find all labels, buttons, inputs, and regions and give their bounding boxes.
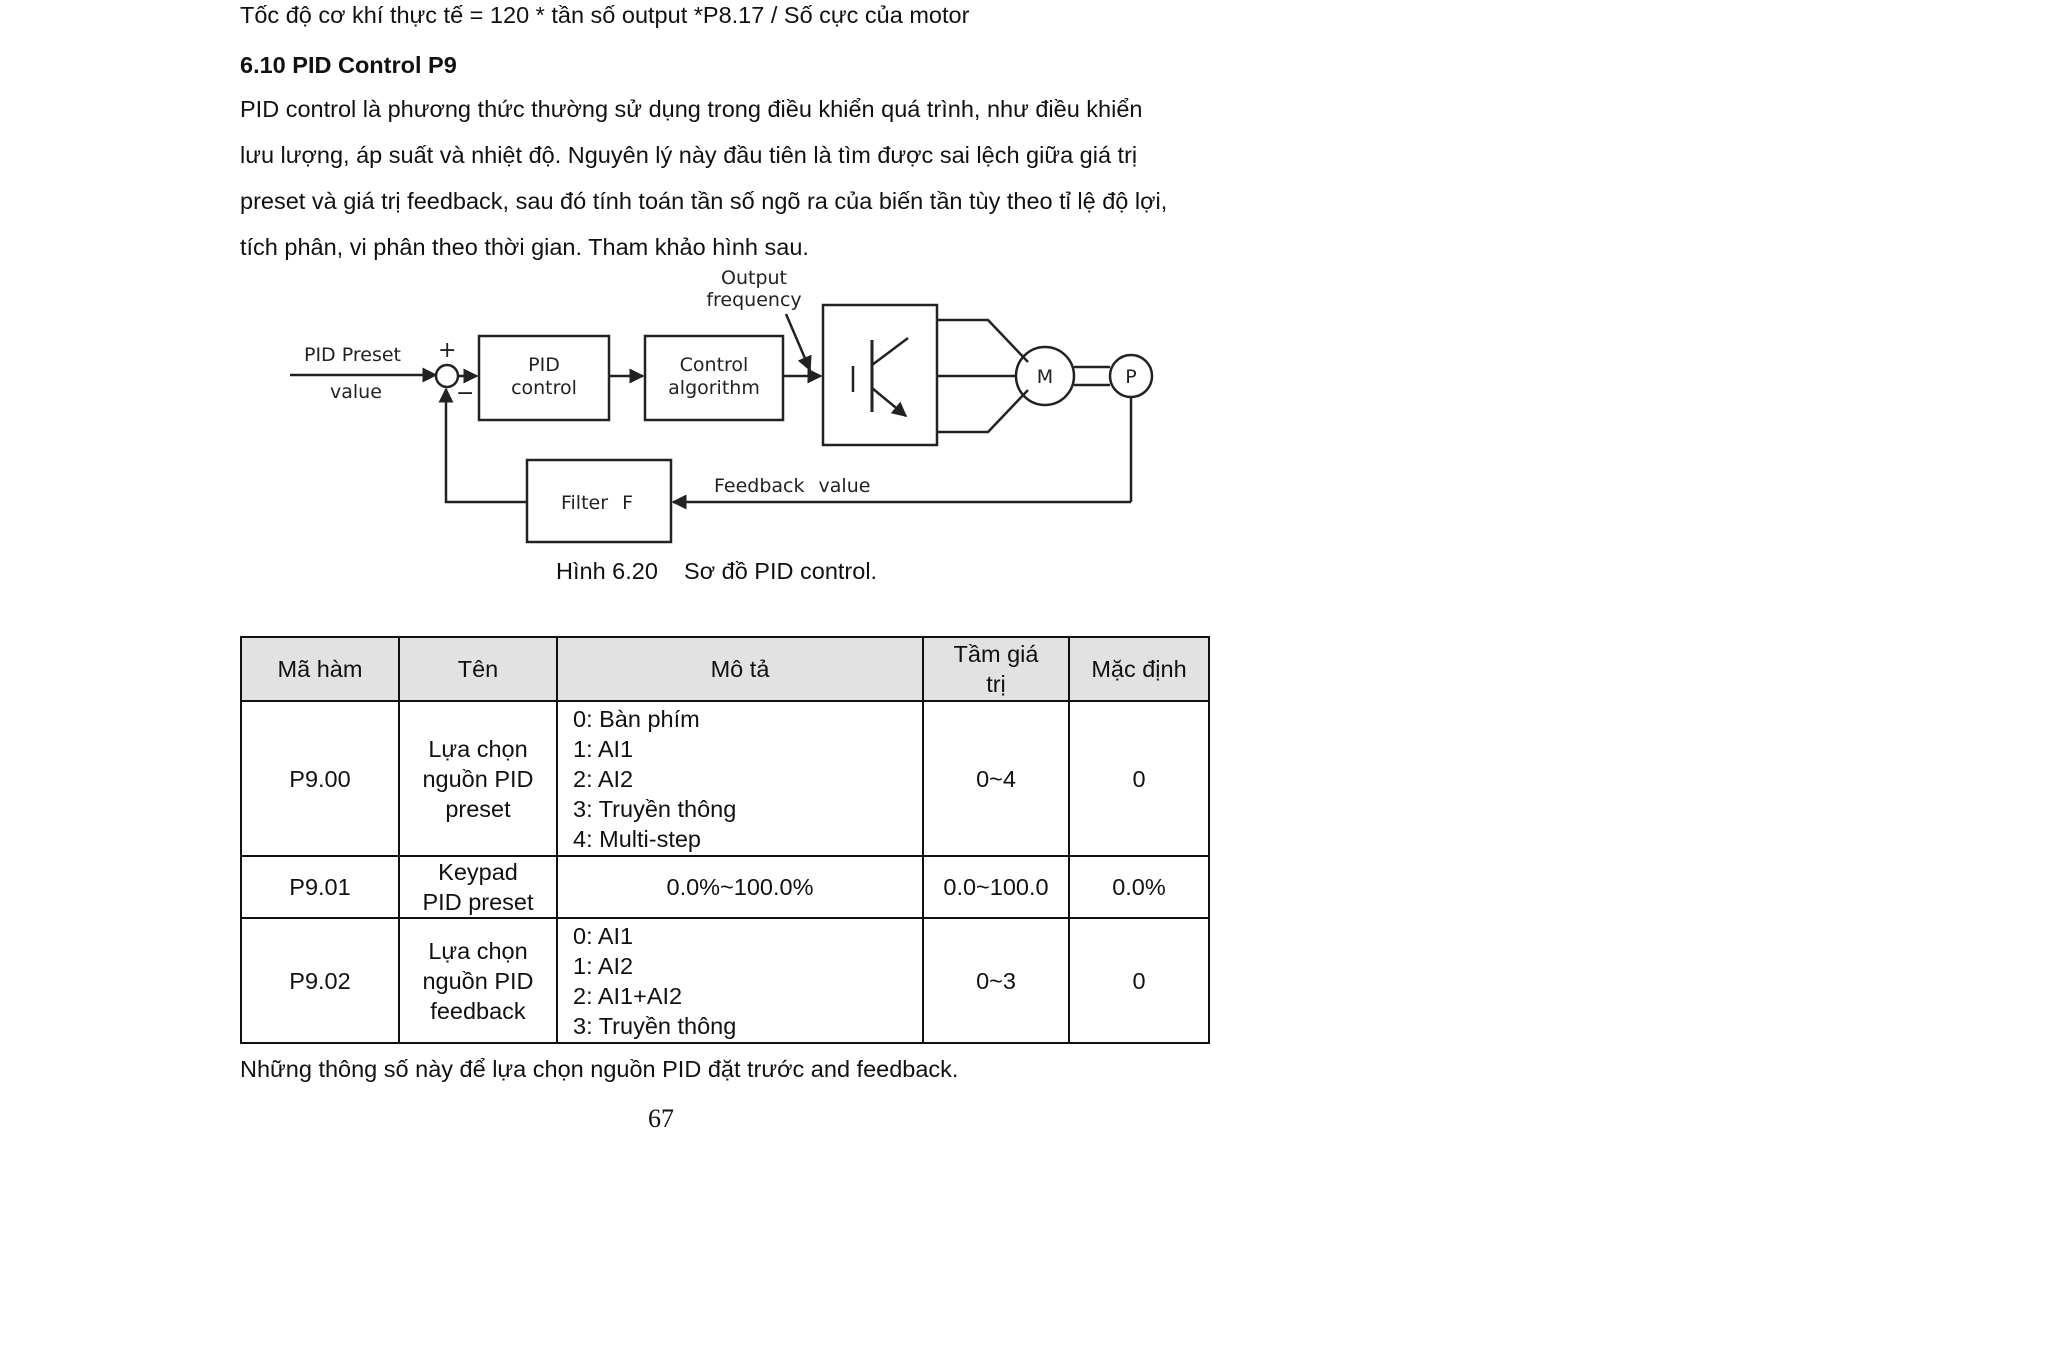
motor-label: M bbox=[1036, 366, 1054, 388]
option-line: 2: AI1+AI2 bbox=[573, 982, 683, 1009]
param-name-line: preset bbox=[445, 795, 511, 822]
output-frequency-label: Output bbox=[721, 267, 787, 289]
option-line: 4: Multi-step bbox=[573, 825, 701, 852]
option-line: 2: AI2 bbox=[573, 765, 634, 792]
param-description bbox=[557, 701, 923, 856]
plus-sign: + bbox=[438, 338, 457, 363]
paragraph-line: PID control là phương thức thường sử dụng trong điều khiển quá trình, như điều khiển bbox=[240, 96, 1143, 122]
param-name-line: Lựa chọn bbox=[428, 735, 528, 762]
header-range-line: Tầm giá bbox=[953, 641, 1039, 667]
output-frequency-arrow bbox=[786, 314, 810, 370]
pid-block-label: PID bbox=[528, 354, 560, 376]
param-default: 0 bbox=[1069, 701, 1209, 856]
param-name-line: Keypad bbox=[438, 859, 518, 885]
header-default: Mặc định bbox=[1069, 637, 1209, 701]
header-range bbox=[923, 637, 1069, 701]
value-label: value bbox=[330, 381, 382, 403]
filter-block-label: Filter F bbox=[560, 492, 634, 514]
table-row bbox=[241, 856, 1209, 918]
pid-block-label: control bbox=[511, 377, 577, 399]
footer-note: Những thông số này để lựa chọn nguồn PID đặt trước and feedback. bbox=[240, 1056, 959, 1082]
header-code: Mã hàm bbox=[241, 637, 399, 701]
table-row bbox=[241, 918, 1209, 1043]
param-name-line: nguồn PID bbox=[422, 765, 534, 792]
param-default: 0.0% bbox=[1069, 856, 1209, 918]
param-name bbox=[399, 701, 557, 856]
param-name-line: feedback bbox=[430, 997, 526, 1024]
pid-parameter-table bbox=[240, 636, 1210, 1044]
param-name bbox=[399, 918, 557, 1043]
param-name-line: Lựa chọn bbox=[428, 937, 528, 964]
param-description bbox=[557, 918, 923, 1043]
control-block-label: Control bbox=[679, 354, 749, 376]
figure-caption: Hình 6.20 Sơ đồ PID control. bbox=[556, 558, 878, 584]
motor-wiring bbox=[937, 320, 1028, 432]
pump-label: P bbox=[1125, 366, 1137, 388]
output-frequency-label: frequency bbox=[706, 289, 802, 311]
param-name bbox=[399, 856, 557, 918]
param-name-line: nguồn PID bbox=[422, 967, 534, 994]
header-name: Tên bbox=[399, 637, 557, 701]
option-line: 1: AI1 bbox=[573, 735, 634, 762]
param-range: 0~3 bbox=[923, 918, 1069, 1043]
param-code: P9.00 bbox=[241, 701, 399, 856]
option-line: 1: AI2 bbox=[573, 952, 634, 979]
pid-preset-label: PID Preset bbox=[304, 344, 401, 366]
section-heading: 6.10 PID Control P9 bbox=[240, 52, 457, 78]
header-description: Mô tả bbox=[557, 637, 923, 701]
param-range: 0~4 bbox=[923, 701, 1069, 856]
page-number: 67 bbox=[648, 1104, 674, 1133]
table-header-row bbox=[241, 637, 1209, 701]
param-default: 0 bbox=[1069, 918, 1209, 1043]
feedback-value-label: Feedback value bbox=[714, 475, 871, 497]
paragraph-line: preset và giá trị feedback, sau đó tính toán tần số ngõ ra của biến tần tùy theo tỉ lệ độ lợi, bbox=[240, 188, 1168, 214]
paragraph-line: tích phân, vi phân theo thời gian. Tham khảo hình sau. bbox=[240, 234, 809, 260]
header-range-line: trị bbox=[986, 671, 1006, 697]
param-range: 0.0~100.0 bbox=[923, 856, 1069, 918]
option-line: 0: AI1 bbox=[573, 922, 634, 949]
param-description: 0.0%~100.0% bbox=[557, 856, 923, 918]
param-code: P9.01 bbox=[241, 856, 399, 918]
param-code: P9.02 bbox=[241, 918, 399, 1043]
param-name-line: PID preset bbox=[422, 889, 534, 915]
option-line: 3: Truyền thông bbox=[573, 795, 737, 822]
paragraph-line: lưu lượng, áp suất và nhiệt độ. Nguyên lý này đầu tiên là tìm được sai lệch giữa giá trị bbox=[240, 142, 1138, 168]
summing-junction bbox=[436, 365, 458, 387]
minus-sign: − bbox=[456, 381, 475, 406]
shaft-coupling bbox=[1074, 367, 1110, 385]
speed-formula-line: Tốc độ cơ khí thực tế = 120 * tần số output *P8.17 / Số cực của motor bbox=[240, 2, 970, 28]
inverter-transistor-icon bbox=[823, 305, 937, 445]
control-block-label: algorithm bbox=[668, 377, 760, 399]
option-line: 3: Truyền thông bbox=[573, 1012, 737, 1039]
option-line: 0: Bàn phím bbox=[573, 705, 700, 732]
table-row bbox=[241, 701, 1209, 856]
